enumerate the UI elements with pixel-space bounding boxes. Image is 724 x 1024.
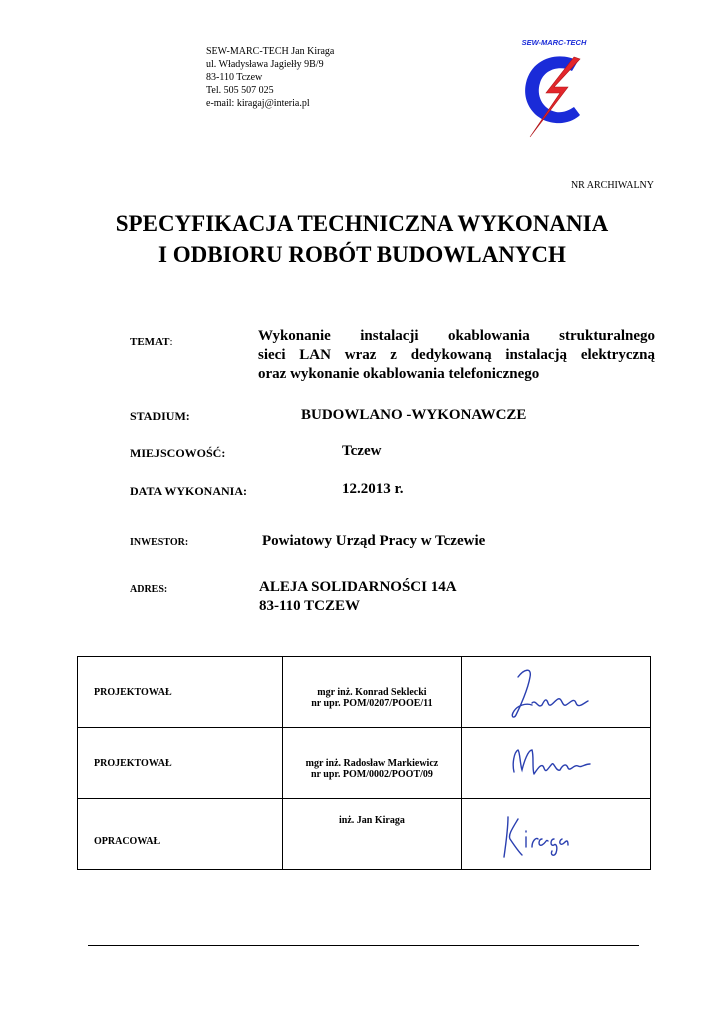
- signature-row: [78, 728, 651, 799]
- signature-kiraga: [462, 799, 650, 869]
- document-title: [0, 208, 724, 270]
- inwestor-label: INWESTOR:: [130, 537, 189, 548]
- miejscowosc-value: Tczew: [342, 443, 382, 459]
- role-label: PROJEKTOWAŁ: [94, 758, 172, 769]
- role-cell: [78, 728, 283, 799]
- adres-line-1: ALEJA SOLIDARNOŚCI 14A: [259, 579, 457, 595]
- temat-line-1: Wykonanie instalacji okablowania strukturalnego: [258, 328, 655, 344]
- temat-line-3: oraz wykonanie okablowania telefonicznego: [258, 366, 540, 382]
- signature-table: [77, 656, 651, 870]
- logo-emblem-icon: [516, 47, 592, 139]
- company-name: SEW-MARC-TECH Jan Kiraga: [206, 46, 335, 57]
- company-street: ul. Władysława Jagiełły 9B/9: [206, 59, 324, 70]
- temat-line-2: sieci LAN wraz z dedykowaną instalacją elektryczną: [258, 347, 655, 363]
- designer-license: nr upr. POM/0207/POOE/11: [311, 698, 433, 709]
- data-wykonania-label: DATA WYKONANIA:: [130, 484, 248, 498]
- signature-cell: [461, 657, 650, 728]
- temat-value: [258, 327, 655, 384]
- miejscowosc-label: MIEJSCOWOŚĆ:: [130, 446, 226, 460]
- signature-row: [78, 657, 651, 728]
- signature-row: [78, 799, 651, 870]
- company-phone: Tel. 505 507 025: [206, 85, 274, 96]
- designer-name: inż. Jan Kiraga: [339, 815, 405, 826]
- company-logo: [516, 38, 592, 138]
- temat-label: TEMAT:: [130, 336, 173, 348]
- role-cell: [78, 799, 283, 870]
- adres-line-2: 83-110 TCZEW: [259, 598, 360, 614]
- archive-number-label: NR ARCHIWALNY: [570, 180, 654, 191]
- data-wykonania-value: 12.2013 r.: [342, 481, 404, 497]
- designer-cell: [282, 799, 461, 870]
- signature-markiewicz: [462, 728, 650, 798]
- stadium-label: STADIUM:: [130, 409, 190, 423]
- signature-seklecki: [462, 657, 650, 727]
- company-city: 83-110 Tczew: [206, 72, 263, 83]
- signature-cell: [461, 728, 650, 799]
- designer-license: nr upr. POM/0002/POOT/09: [310, 769, 433, 780]
- stadium-value: BUDOWLANO -WYKONAWCZE: [301, 407, 527, 423]
- role-label: PROJEKTOWAŁ: [94, 687, 172, 698]
- signature-cell: [461, 799, 650, 870]
- designer-cell: [282, 657, 461, 728]
- title-line-2: I ODBIORU ROBÓT BUDOWLANYCH: [158, 242, 566, 267]
- designer-name: mgr inż. Konrad Seklecki: [317, 687, 427, 698]
- inwestor-value: Powiatowy Urząd Pracy w Tczewie: [262, 533, 486, 549]
- footer-divider: [88, 945, 639, 946]
- designer-name: mgr inż. Radosław Markiewicz: [305, 758, 439, 769]
- title-line-1: SPECYFIKACJA TECHNICZNA WYKONANIA: [115, 211, 609, 236]
- company-email: e-mail: kiragaj@interia.pl: [206, 98, 310, 109]
- adres-label: ADRES:: [130, 584, 168, 595]
- role-cell: [78, 657, 283, 728]
- logo-text: SEW-MARC-TECH: [521, 38, 587, 47]
- role-label: OPRACOWAŁ: [94, 836, 161, 847]
- designer-cell: [282, 728, 461, 799]
